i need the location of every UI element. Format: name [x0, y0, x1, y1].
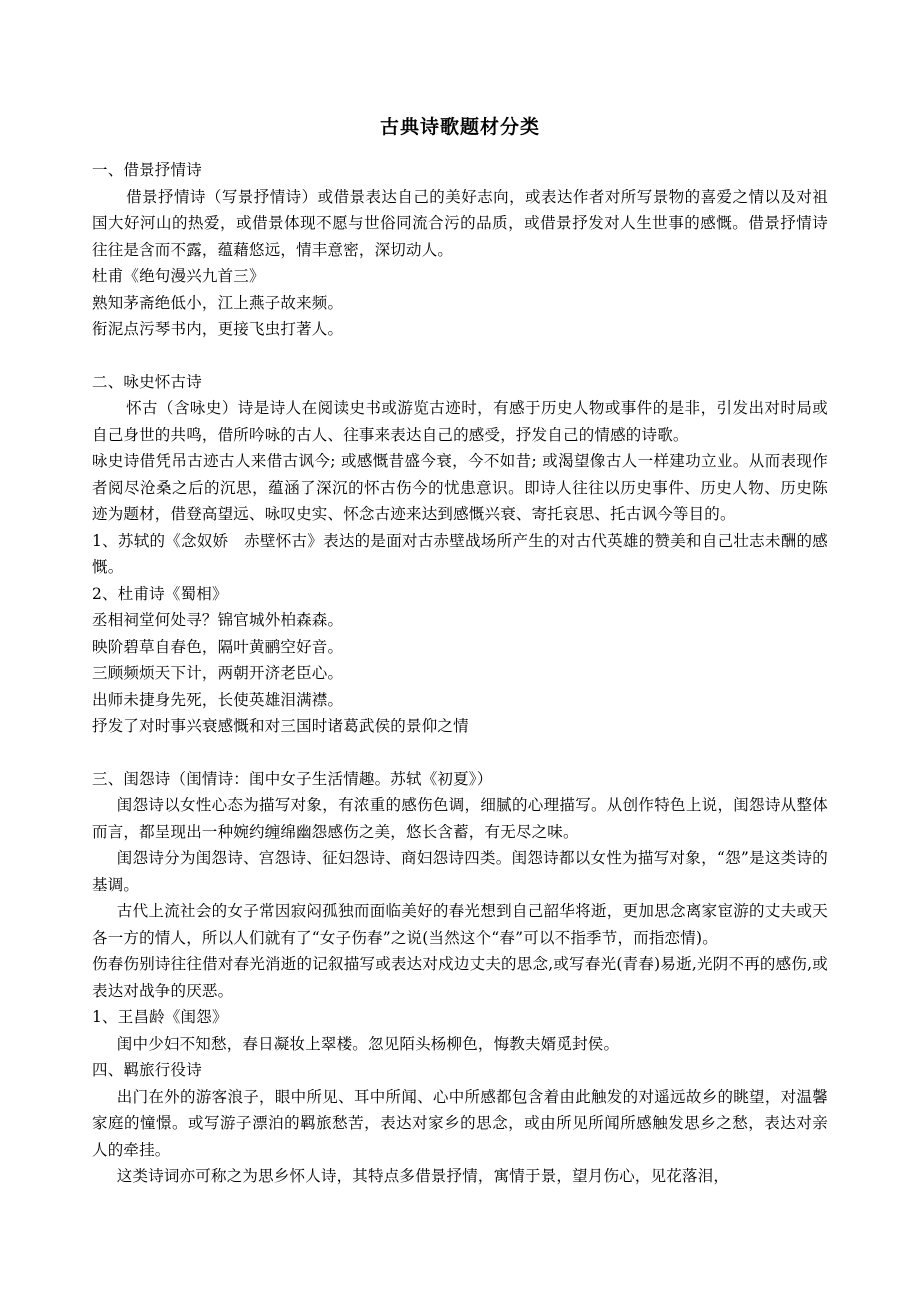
paragraph: 古代上流社会的女子常因寂闷孤独而面临美好的春光想到自己韶华将逝，更加思念离家宦游的丈夫或天各一方的情人，所以人们就有了“女子伤春”之说(当然这个“春”可以不指季节，而指恋情)。 [92, 902, 828, 947]
paragraph: 伤春伤别诗往往借对春光消逝的记叙描写或表达对戍边丈夫的思念,或写春光(青春)易逝,光阴不再的感伤,或表达对战争的厌恶。 [92, 955, 828, 1000]
paragraph: 抒发了对时事兴衰感慨和对三国时诸葛武侯的景仰之情 [92, 717, 469, 735]
list-item: 1、苏轼的《念奴娇 赤壁怀古》表达的是面对古赤壁战场所产生的对古代英雄的赞美和自己壮志未酬的感慨。 [92, 531, 828, 576]
section-heading: 三、闺怨诗（闺情诗：闺中女子生活情趣。苏轼《初夏》） [92, 769, 493, 788]
paragraph: 这类诗词亦可称之为思乡怀人诗，其特点多借景抒情，寓情于景，望月伤心，见花落泪， [116, 1167, 730, 1185]
poem-line: 熟知茅斋绝低小，江上燕子故来频。 [92, 293, 344, 312]
poem-line: 三顾频烦天下计，两朝开济老臣心。 [92, 664, 344, 682]
poem-line: 出师未捷身先死，长使英雄泪满襟。 [92, 690, 344, 709]
paragraph: 借景抒情诗（写景抒情诗）或借景表达自己的美好志向，或表达作者对所写景物的喜爱之情以及对祖国大好河山的热爱，或借景体现不愿与世俗同流合污的品质，或借景抒发对人生世事的感慨。借景抒情诗往往是含而不露，蕴藉悠远，情丰意密，深切动人。 [92, 187, 828, 259]
poem-line: 映阶碧草自春色，隔叶黄鹂空好音。 [92, 637, 344, 656]
section-gap [92, 740, 828, 766]
paragraph: 怀古（含咏史）诗是诗人在阅读史书或游览古迹时，有感于历史人物或事件的是非，引发出对时局或自己身世的共鸣，借所吟咏的古人、往事来表达自己的感受，抒发自己的情感的诗歌。 [92, 399, 828, 444]
paragraph: 出门在外的游客浪子，眼中所见、耳中所闻、心中所感都包含着由此触发的对遥远故乡的眺望，对温馨家庭的憧憬。或写游子漂泊的羁旅愁苦，表达对家乡的思念，或由所见所闻所感触发思乡之愁，表达对亲人的牵挂。 [92, 1087, 828, 1159]
poem-line: 丞相祠堂何处寻？锦官城外柏森森。 [92, 611, 344, 629]
paragraph: 杜甫《绝句漫兴九首三》 [92, 267, 265, 285]
poem-line: 闺中少妇不知愁，春日凝妆上翠楼。忽见陌头杨柳色，悔教夫婿觅封侯。 [116, 1034, 620, 1053]
list-item: 1、王昌龄《闺怨》 [92, 1008, 228, 1026]
paragraph: 闺怨诗以女性心态为描写对象，有浓重的感伤色调，细腻的心理描写。从创作特色上说，闺怨诗从整体而言，都呈现出一种婉约缠绵幽怨感伤之美，悠长含蓄，有无尽之味。 [92, 796, 828, 841]
paragraph: 闺怨诗分为闺怨诗、宫怨诗、征妇怨诗、商妇怨诗四类。闺怨诗都以女性为描写对象，“怨”是这类诗的基调。 [92, 849, 828, 894]
page-title: 古典诗歌题材分类 [379, 116, 540, 138]
section-heading: 一、借景抒情诗 [92, 161, 202, 179]
section-heading: 二、咏史怀古诗 [92, 372, 202, 391]
section-jilv-xingyi [92, 1057, 828, 1190]
section-yongshi-huaigu [92, 369, 828, 740]
poem-line: 衔泥点污琴书内，更接飞虫打著人。 [92, 320, 344, 338]
paragraph: 咏史诗借凭吊古迹古人来借古讽今; 或感慨昔盛今衰，今不如昔; 或渴望像古人一样建功立业。从而表现作者阅尽沧桑之后的沉思，蕴涵了深沉的怀古伤今的忧患意识。即诗人往往以历史事件、历史人物、历史陈迹为题材，借登高望远、咏叹史实、怀念古迹来达到感慨兴衰、寄托哀思、托古讽今等目的。 [92, 452, 828, 523]
section-heading: 四、羁旅行役诗 [92, 1061, 202, 1079]
section-gap [92, 343, 828, 369]
section-jiejing-shuqing [92, 157, 828, 343]
section-guiyuan [92, 766, 828, 1058]
list-item: 2、杜甫诗《蜀相》 [92, 584, 228, 603]
